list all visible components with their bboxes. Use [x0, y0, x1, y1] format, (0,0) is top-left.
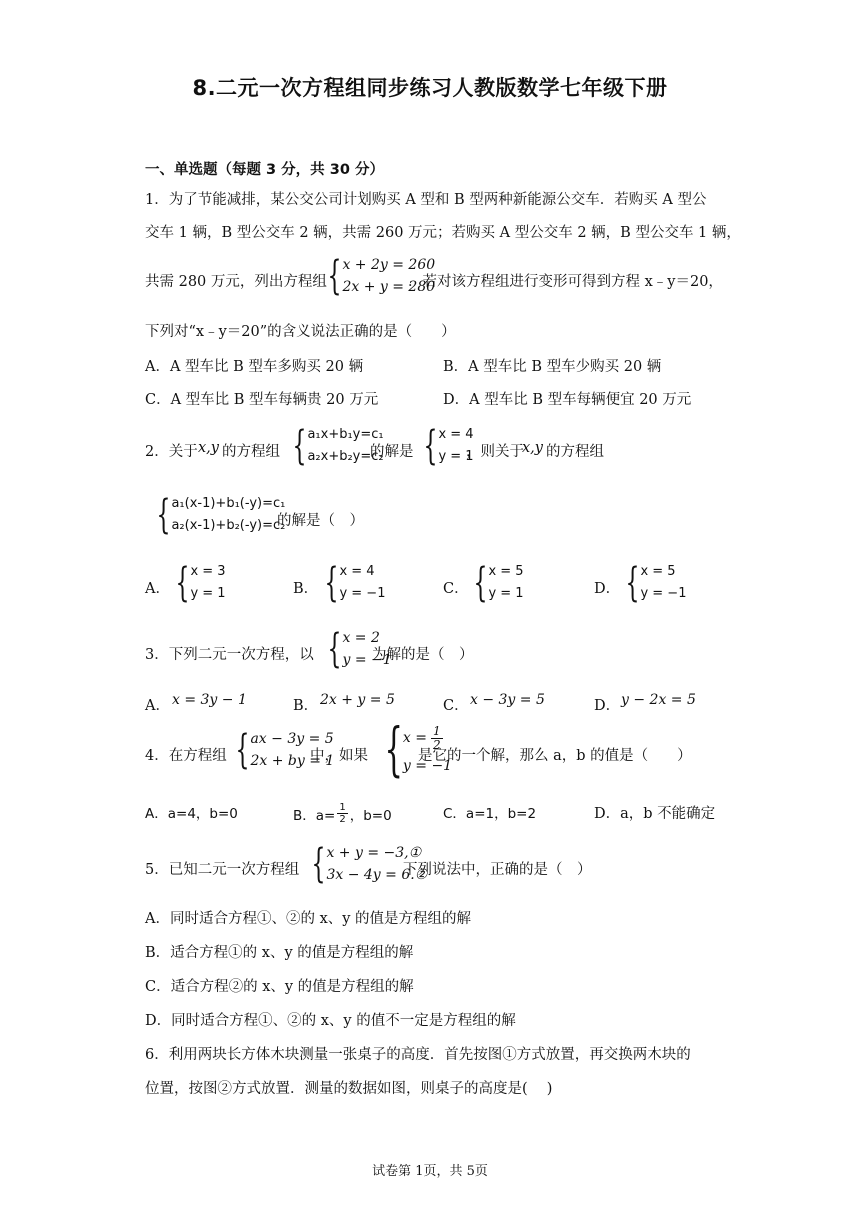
q4-frac-den: 2: [432, 737, 441, 752]
q2-mid2: 的解是: [370, 444, 414, 460]
q4-solution: { x = $\frac{1}{2}$ y = −1: [384, 715, 453, 783]
q1-option-b: B．A 型车比 B 型车少购买 20 辆: [443, 359, 662, 375]
q4-option-b-post: ，b=0: [349, 807, 392, 824]
q2-system-2: { a₁(x-1)+b₁(-y)=c₁ a₂(x-1)+b₂(-y)=c₂: [156, 492, 286, 538]
q3-option-c-eq: x − 3y = 5: [470, 692, 545, 708]
q4-eq-1: ax − 3y = 5: [250, 731, 334, 747]
q5-option-c: C．适合方程②的 x、y 的值是方程组的解: [145, 979, 414, 995]
q2-option-d-x: x = 5: [640, 564, 676, 579]
q2-option-d-label: D．: [594, 581, 621, 597]
q2-option-b-label: B．: [293, 581, 319, 597]
q3-option-a-eq: x = 3y − 1: [172, 692, 247, 708]
q2-sol-2: y = 1: [438, 449, 474, 464]
q2-option-c-y: y = 1: [488, 586, 524, 601]
q3-option-b-label: B．: [293, 698, 319, 714]
page-footer: 试卷第 1页，共 5页: [372, 1164, 488, 1179]
q4-pre: 4．在方程组: [145, 748, 227, 764]
q2-option-d-y: y = −1: [640, 586, 687, 601]
q1-line-3b: ．若对该方程组进行变形可得到方程 x﹣y＝20，: [408, 274, 723, 290]
q4-x-lhs: x =: [402, 730, 427, 746]
q6-line-1: 6．利用两块长方体木块测量一张桌子的高度．首先按图①方式放置，再交换两木块的: [145, 1047, 691, 1063]
q6-line-2: 位置，按图②方式放置．测量的数据如图，则桌子的高度是( ): [145, 1081, 553, 1097]
q1-line-3a: 共需 280 万元，列出方程组: [145, 274, 327, 290]
q1-line-1: 1．为了节能减排，某公交公司计划购买 A 型和 B 型两种新能源公交车．若购买 A 型公: [145, 192, 707, 208]
section-heading: 一、单选题（每题 3 分，共 30 分）: [145, 162, 384, 178]
q1-eq-2: 2x + y = 280: [342, 279, 436, 295]
q5-pre: 5．已知二元一次方程组: [145, 862, 300, 878]
q4-option-a: A．a=4，b=0: [145, 806, 238, 822]
q2-post: ，则关于: [466, 444, 524, 460]
q2-sol-1: x = 4: [438, 427, 474, 442]
q2-known-solution: { x = 4 y = 1: [423, 423, 474, 469]
q2-eq-2: a₂x+b₂y=c₂: [307, 449, 384, 464]
q2-option-c-system: { x = 5 y = 1: [473, 560, 524, 606]
q2-post2: 的方程组: [546, 444, 604, 460]
q3-option-d-label: D．: [594, 698, 621, 714]
q5-option-d: D．同时适合方程①、②的 x、y 的值不一定是方程组的解: [145, 1013, 516, 1029]
q1-option-a: A．A 型车比 B 型车多购买 20 辆: [145, 359, 364, 375]
q4-option-b-den: 2: [339, 814, 346, 825]
q4-option-b: [293, 802, 392, 825]
q1-option-d: D．A 型车比 B 型车每辆便宜 20 万元: [443, 392, 692, 408]
q5-eq-1: x + y = −3,①: [326, 845, 422, 861]
q2-option-a-y: y = 1: [190, 586, 226, 601]
q2-option-a-system: { x = 3 y = 1: [175, 560, 226, 606]
q2-eq-1: a₁x+b₁y=c₁: [307, 427, 384, 442]
q4-system: { ax − 3y = 5 2x + by = 1: [235, 727, 335, 773]
q2-xy-2: x,y: [522, 440, 543, 456]
q5-post: 下列说法中，正确的是（ ）: [403, 862, 592, 878]
q2-option-a-label: A．: [145, 581, 170, 597]
q2-option-b-system: { x = 4 y = −1: [324, 560, 386, 606]
q2-eq-4: a₂(x-1)+b₂(-y)=c₂: [171, 518, 286, 533]
q4-post: 是它的一个解，那么 a，b 的值是（ ）: [418, 748, 692, 764]
q3-post: 为解的是（ ）: [372, 647, 474, 663]
q3-option-b-eq: 2x + y = 5: [320, 692, 395, 708]
q2-eq-3: a₁(x-1)+b₁(-y)=c₁: [171, 496, 286, 511]
q1-line-2: 交车 1 辆，B 型公交车 2 辆，共需 260 万元；若购买 A 型公交车 2 辆，B 型公交车 1 辆，: [145, 225, 741, 241]
q3-pre: 3．下列二元一次方程，以: [145, 647, 314, 663]
q2-option-c-label: C．: [443, 581, 469, 597]
q3-option-c-label: C．: [443, 698, 469, 714]
q4-option-b-pre: B．a=: [293, 807, 336, 824]
q4-option-c: C．a=1，b=2: [443, 806, 537, 822]
q3-option-d-eq: y − 2x = 5: [621, 692, 696, 708]
q5-option-a: A．同时适合方程①、②的 x、y 的值是方程组的解: [145, 911, 472, 927]
q3-solution: { x = 2 y = −1: [327, 626, 392, 672]
page-title: 8.二元一次方程组同步练习人教版数学七年级下册: [192, 76, 668, 100]
q1-line-4: 下列对“x﹣y＝20”的含义说法正确的是（ ）: [145, 324, 456, 340]
q2-option-a-x: x = 3: [190, 564, 226, 579]
q3-option-a-label: A．: [145, 698, 170, 714]
q2-mid: 的方程组: [222, 444, 280, 460]
q5-system: { x + y = −3,① 3x − 4y = 6.②: [311, 841, 428, 887]
q3-sol-1: x = 2: [342, 630, 380, 646]
q4-frac-num: 1: [432, 723, 441, 738]
q2-xy: x,y: [198, 440, 219, 456]
q4-mid: 中，如果: [310, 748, 368, 764]
q2-pre: 2．关于: [145, 444, 198, 460]
q1-option-c: C．A 型车比 B 型车每辆贵 20 万元: [145, 392, 379, 408]
q2-system-1: { a₁x+b₁y=c₁ a₂x+b₂y=c₂: [292, 423, 384, 469]
q4-option-b-num: 1: [339, 802, 346, 813]
q4-option-d: D．a，b 不能确定: [594, 806, 716, 822]
q5-eq-2: 3x − 4y = 6.②: [326, 867, 428, 883]
q1-eq-1: x + 2y = 260: [342, 257, 436, 273]
q5-option-b: B．适合方程①的 x、y 的值是方程组的解: [145, 945, 414, 961]
q4-eq-2: 2x + by = 1: [250, 753, 335, 769]
q4-sol-2: y = −1: [402, 757, 453, 774]
q2-option-b-x: x = 4: [339, 564, 375, 579]
q1-equation-system: { x + 2y = 260 2x + y = 280: [327, 253, 436, 299]
q2-option-b-y: y = −1: [339, 586, 386, 601]
q2-option-c-x: x = 5: [488, 564, 524, 579]
q3-sol-2: y = −1: [342, 652, 392, 668]
q2-tail: 的解是（ ）: [277, 513, 364, 529]
q2-option-d-system: { x = 5 y = −1: [625, 560, 687, 606]
